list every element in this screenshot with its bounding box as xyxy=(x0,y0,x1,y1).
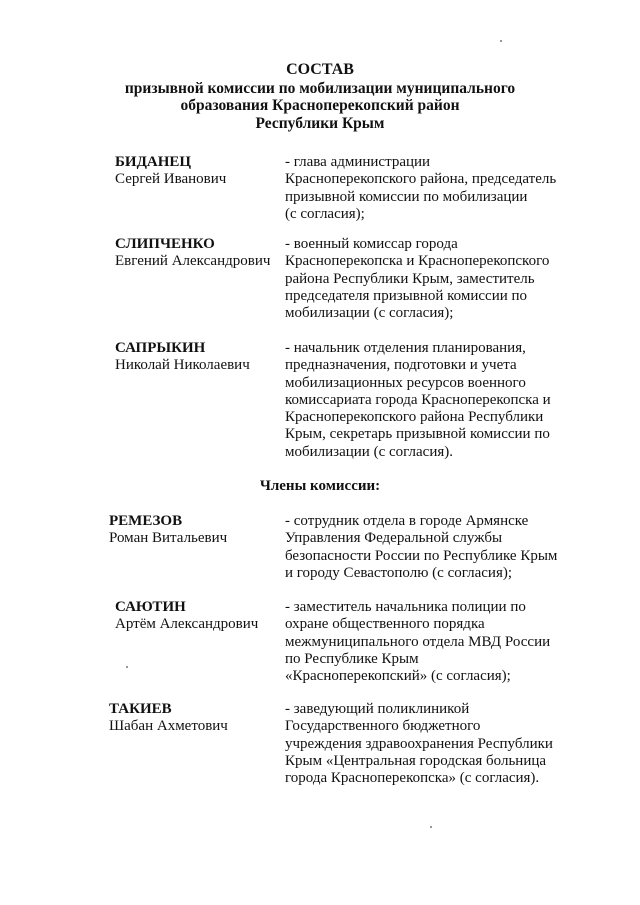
person-given-name: Шабан Ахметович xyxy=(109,718,228,735)
person-surname: САПРЫКИН xyxy=(115,340,206,356)
role-line: - глава администрации xyxy=(285,154,431,170)
title-subtitle-line-2: образования Красноперекопский район xyxy=(180,97,460,114)
role-line: района Республики Крым, заместитель xyxy=(285,270,535,287)
person-name xyxy=(109,701,284,736)
person-name xyxy=(115,154,290,189)
role-line: комиссариата города Красноперекопска и xyxy=(285,391,551,408)
title-subtitle-line-1: призывной комиссии по мобилизации муниципального xyxy=(124,79,516,97)
title-heading: СОСТАВ xyxy=(286,61,354,78)
scan-speck xyxy=(126,666,128,668)
role-line: предназначения, подготовки и учета xyxy=(285,357,517,374)
document-title xyxy=(0,61,640,132)
role-line: Красноперекопского района, председатель xyxy=(285,171,557,188)
scan-speck xyxy=(500,40,502,42)
role-line: мобилизационных ресурсов военного xyxy=(285,374,526,391)
person-given-name: Сергей Иванович xyxy=(115,171,227,188)
role-line: (с согласия); xyxy=(285,205,365,222)
person-given-name: Роман Витальевич xyxy=(109,530,228,547)
role-line: и городу Севастополю (с согласия); xyxy=(285,564,513,581)
person-name xyxy=(115,340,290,375)
person-role xyxy=(285,154,575,223)
person-given-name: Евгений Александрович xyxy=(115,253,271,270)
role-line: безопасности России по Республике Крым xyxy=(285,547,558,564)
role-line: - заместитель начальника полиции по xyxy=(285,599,526,615)
role-line: по Республике Крым xyxy=(285,650,419,667)
person-given-name: Артём Александрович xyxy=(115,616,259,633)
person-role xyxy=(285,701,575,787)
title-subtitle-line-3: Республики Крым xyxy=(255,114,385,132)
role-line: Красноперекопска и Красноперекопского xyxy=(285,253,550,270)
members-heading: Члены комиссии: xyxy=(259,478,381,494)
role-line: Государственного бюджетного xyxy=(285,718,481,735)
role-line: города Красноперекопска» (с согласия). xyxy=(285,770,540,787)
role-line: - военный комиссар города xyxy=(285,236,458,252)
role-line: учреждения здравоохранения Республики xyxy=(285,735,553,752)
role-line: Управления Федеральной службы xyxy=(285,530,503,547)
person-surname: САЮТИН xyxy=(115,599,186,615)
person-surname: РЕМЕЗОВ xyxy=(109,513,183,529)
role-line: межмуниципального отдела МВД России xyxy=(285,633,551,650)
role-line: мобилизации (с согласия). xyxy=(285,443,454,460)
person-name xyxy=(109,513,284,548)
role-line: - начальник отделения планирования, xyxy=(285,340,526,356)
role-line: Красноперекопского района Республики xyxy=(285,409,544,426)
role-line: мобилизации (с согласия); xyxy=(285,305,454,322)
person-role xyxy=(285,599,575,685)
person-role xyxy=(285,513,575,582)
scan-speck xyxy=(430,826,432,828)
role-line: охране общественного порядка xyxy=(285,616,485,633)
role-line: - заведующий поликлиникой xyxy=(285,701,470,717)
person-role xyxy=(285,236,575,322)
role-line: призывной комиссии по мобилизации xyxy=(285,188,528,205)
role-line: Крым, секретарь призывной комиссии по xyxy=(285,426,550,443)
person-name xyxy=(115,599,290,634)
person-surname: БИДАНЕЦ xyxy=(115,154,192,170)
person-name xyxy=(115,236,290,271)
person-surname: СЛИПЧЕНКО xyxy=(115,236,215,252)
person-surname: ТАКИЕВ xyxy=(109,701,172,717)
role-line: «Красноперекопский» (с согласия); xyxy=(285,668,511,685)
role-line: - сотрудник отдела в городе Армянске xyxy=(285,513,529,529)
person-given-name: Николай Николаевич xyxy=(115,357,250,374)
role-line: председателя призывной комиссии по xyxy=(285,287,528,304)
person-role xyxy=(285,340,575,461)
role-line: Крым «Центральная городская больница xyxy=(285,752,547,769)
